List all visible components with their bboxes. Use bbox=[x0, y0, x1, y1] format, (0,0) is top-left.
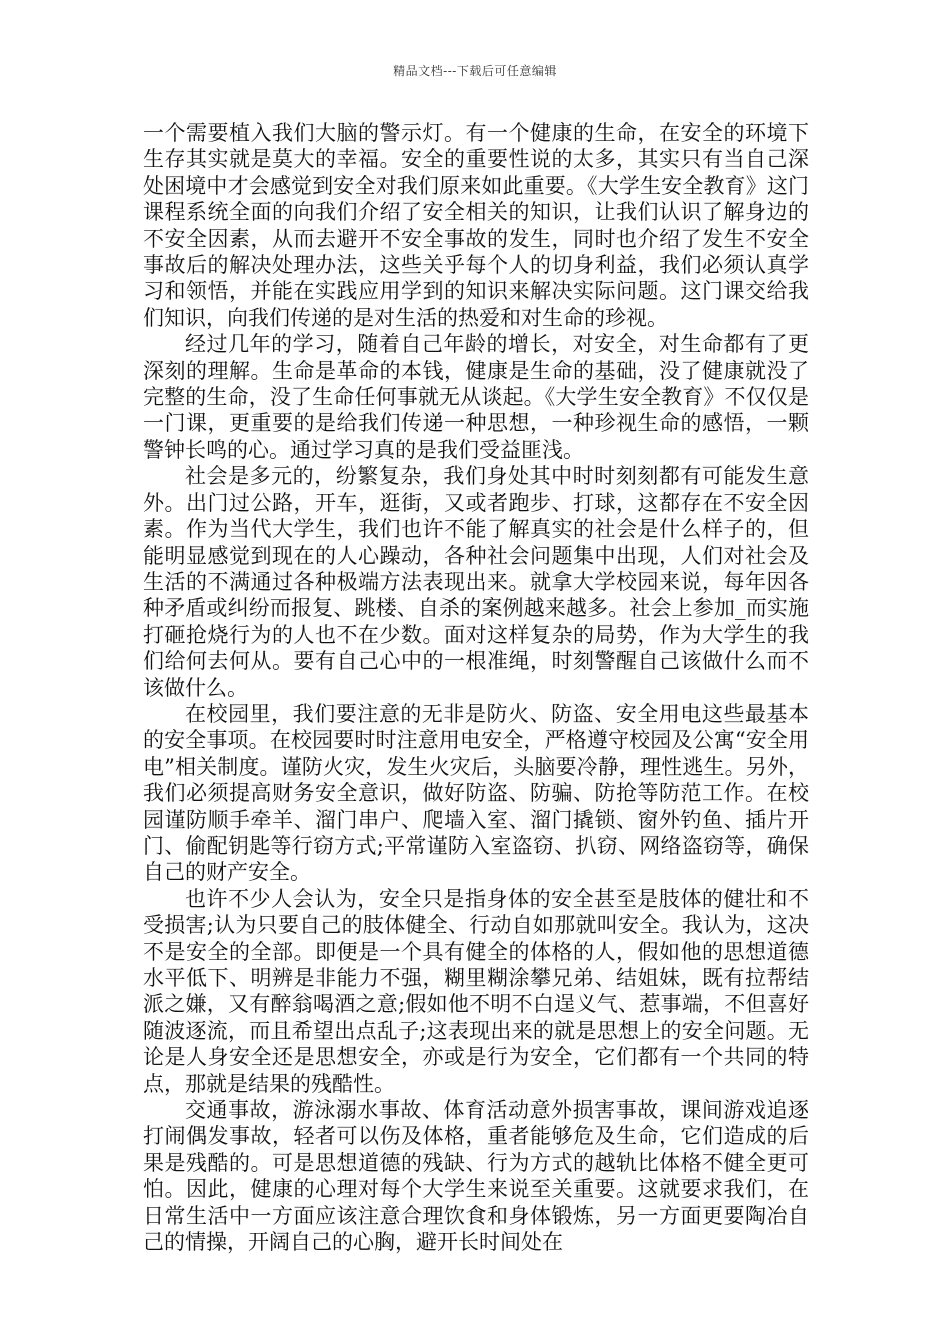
page-header: 精品文档---下载后可任意编辑 bbox=[393, 64, 557, 78]
paragraph-2: 经过几年的学习，随着自己年龄的增长，对安全，对生命都有了更深刻的理解。生命是革命的本钱，健康是生命的基础，没了健康就没了完整的生命，没了生命任何事就无从谈起。《大学生安全教育》不仅仅是一门课，更重要的是给我们传递一种思想，一种珍视生命的感悟，一颗警钟长鸣的心。通过学习真的是我们受益匪浅。 bbox=[143, 332, 809, 462]
paragraph-4: 在校园里，我们要注意的无非是防火、防盗、安全用电这些最基本的安全事项。在校园要时时注意用电安全，严格遵守校园及公寓“安全用电”相关制度。谨防火灾，发生火灾后，头脑要冷静，理性逃生。另外，我们必须提高财务安全意识，做好防盗、防骗、防抢等防范工作。在校园谨防顺手牵羊、溜门串户、爬墙入室、溜门撬锁、窗外钓鱼、插片开门、偷配钥匙等行窃方式;平常谨防入室盗窃、扒窃、网络盗窃等，确保自己的财产安全。 bbox=[143, 701, 809, 885]
paragraph-3: 社会是多元的，纷繁复杂，我们身处其中时时刻刻都有可能发生意外。出门过公路，开车，逛街，又或者跑步、打球，这都存在不安全因素。作为当代大学生，我们也许不能了解真实的社会是什么样子的，但能明显感觉到现在的人心躁动，各种社会问题集中出现，人们对社会及生活的不满通过各种极端方法表现出来。就拿大学校园来说，每年因各种矛盾或纠纷而报复、跳楼、自杀的案例越来越多。社会上参加_而实施打砸抢烧行为的人也不在少数。面对这样复杂的局势，作为大学生的我们给何去何从。要有自己心中的一根准绳，时刻警醒自己该做什么而不该做什么。 bbox=[143, 464, 809, 700]
paragraph-6: 交通事故，游泳溺水事故、体育活动意外损害事故，课间游戏追逐打闹偶发事故，轻者可以伤及体格，重者能够危及生命，它们造成的后果是残酷的。可是思想道德的残缺、行为方式的越轨比体格不健全更可怕。因此，健康的心理对每个大学生来说至关重要。这就要求我们，在日常生活中一方面应该注意合理饮食和身体锻炼，另一方面更要陶冶自己的情操，开阔自己的心胸，避开长时间处在 bbox=[143, 1098, 809, 1255]
document-body bbox=[143, 120, 809, 1255]
paragraph-1: 一个需要植入我们大脑的警示灯。有一个健康的生命，在安全的环境下生存其实就是莫大的幸福。安全的重要性说的太多，其实只有当自己深处困境中才会感觉到安全对我们原来如此重要。《大学生安全教育》这门课程系统全面的向我们介绍了安全相关的知识，让我们认识了解身边的不安全因素，从而去避开不安全事故的发生，同时也介绍了发生不安全事故后的解决处理办法，这些关乎每个人的切身利益，我们必须认真学习和领悟，并能在实践应用学到的知识来解决实际问题。这门课交给我们知识，向我们传递的是对生活的热爱和对生命的珍视。 bbox=[143, 121, 809, 330]
paragraph-5: 也许不少人会认为，安全只是指身体的安全甚至是肢体的健壮和不受损害;认为只要自己的肢体健全、行动自如那就叫安全。我认为，这决不是安全的全部。即便是一个具有健全的体格的人，假如他的思想道德水平低下、明辨是非能力不强，糊里糊涂攀兄弟、结姐妹，既有拉帮结派之嫌，又有醉翁喝酒之意;假如他不明不白逞义气、惹事端，不但喜好随波逐流，而且希望出点乱子;这表现出来的就是思想上的安全问题。无论是人身安全还是思想安全，亦或是行为安全，它们都有一个共同的特点，那就是结果的残酷性。 bbox=[143, 886, 809, 1096]
